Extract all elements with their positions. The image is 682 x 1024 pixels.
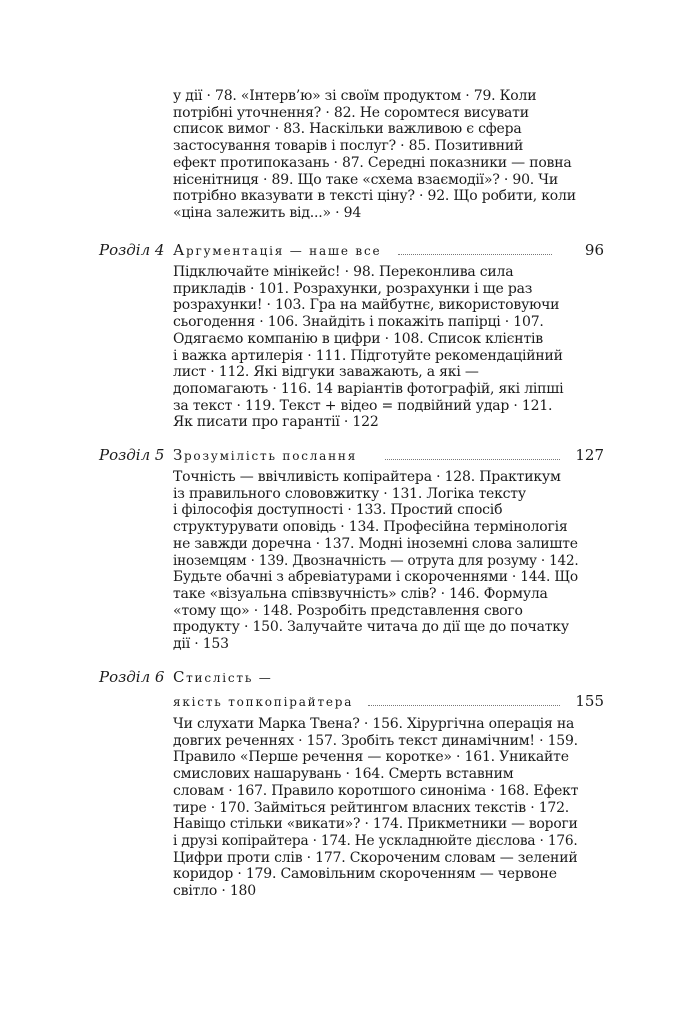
chapter-title-rest: тислість — [186, 671, 273, 685]
leader-dots [385, 459, 560, 460]
text-line: із правильного слововжитку · 131. Логіка тексту [173, 485, 526, 502]
text-line: «тому що» · 148. Розробіть представлення свого [173, 602, 523, 619]
text-line: ефект протипоказань · 87. Середні показники — повна [173, 154, 572, 171]
text-line: прикладів · 101. Розрахунки, розрахунки і ще раз [173, 280, 533, 297]
text-line: смислових нашарувань · 164. Смерть вставним [173, 766, 514, 783]
text-line: довгих реченнях · 157. Зробіть текст динамічним! · 159. [173, 732, 578, 749]
text-line: розрахунки! · 103. Гра на майбутнє, використовуючи [173, 297, 560, 314]
text-line: продукту · 150. Залучайте читача до дії ще до початку [173, 619, 569, 636]
chapter-title-initial: А [173, 241, 186, 259]
chapter-page-number: 155 [575, 692, 604, 710]
text-line: світло · 180 [173, 883, 256, 900]
text-line: структурувати оповідь · 134. Професійна термінологія [173, 519, 568, 536]
text-line: застосування товарів і послуг? · 85. Позитивний [173, 138, 524, 155]
text-line: лист · 112. Які відгуки заважають, а які — [173, 364, 479, 381]
text-line: Підключайте мінікейс! · 98. Переконлива сила [173, 264, 514, 280]
chapter-page-number: 127 [575, 446, 604, 464]
text-line: тире · 170. Займіться рейтингом власних текстів · 172. [173, 799, 570, 816]
chapter-title-initial: С [173, 668, 187, 686]
chapter-page-number: 96 [584, 241, 604, 259]
chapter-contents [173, 716, 578, 900]
chapter-title-rest: розумілість послання [183, 449, 358, 463]
text-line: Точність — ввічливість копірайтера · 128. Практикум [173, 469, 561, 485]
leader-dots [368, 705, 560, 706]
text-line: Чи слухати Марка Твена? · 156. Хірургічна операція на [173, 716, 575, 732]
text-line: і важка артилерія · 111. Підготуйте рекомендаційний [173, 347, 563, 364]
chapter-label: Розділ 5 [99, 446, 165, 464]
text-line: словам · 167. Правило коротшого синоніма · 168. Ефект [173, 782, 579, 799]
chapter-contents [173, 264, 578, 431]
text-line: Одягаємо компанію в цифри · 108. Список клієнтів [173, 330, 543, 347]
text-line: нісенітниця · 89. Що таке «схема взаємодії»? · 90. Чи [173, 171, 559, 188]
text-line: допомагають · 116. 14 варіантів фотографій, які ліпші [173, 380, 564, 397]
leader-dots [398, 254, 552, 255]
text-line: Як писати про гарантії · 122 [173, 414, 379, 431]
chapter-title[interactable] [173, 668, 273, 686]
chapter-title[interactable] [173, 446, 357, 464]
text-line: і філософія доступності · 133. Простий спосіб [173, 502, 503, 519]
text-line: коридор · 179. Самовільним скороченням — червоне [173, 866, 557, 883]
text-line: Навіщо стільки «викати»? · 174. Прикметники — вороги [173, 816, 578, 833]
text-line: Правило «Перше речення — коротке» · 161. Уникайте [173, 749, 569, 766]
text-line: Будьте обачні з абревіатурами і скороченнями · 144. Що [173, 569, 578, 586]
chapter-title-continuation[interactable] [173, 692, 353, 710]
text-line: дії · 153 [173, 636, 229, 653]
text-line: за текст · 119. Текст + відео = подвійний удар · 121. [173, 397, 553, 414]
text-line: у дії · 78. «Інтерв’ю» зі своїм продуктом · 79. Коли [173, 88, 537, 104]
chapter-title-line2: якість топкопірайтера [173, 695, 354, 709]
chapter-label: Розділ 4 [99, 241, 165, 259]
chapter-title-rest: ргументація — наше все [185, 244, 382, 258]
text-line: потрібно вказувати в тексті ціну? · 92. Що робити, коли [173, 188, 576, 205]
chapter-contents [173, 469, 578, 653]
text-line: Цифри проти слів · 177. Скороченим словам — зелений [173, 849, 578, 866]
text-line: потрібні уточнення? · 82. Не соромтеся висувати [173, 104, 529, 121]
text-line: «ціна залежить від...» · 94 [173, 204, 362, 221]
text-line: іноземцям · 139. Двозначність — отрута для розуму · 142. [173, 552, 579, 569]
text-line: не завжди доречна · 137. Модні іноземні слова залиште [173, 535, 578, 552]
intro-paragraph [173, 88, 578, 222]
chapter-title-initial: З [173, 446, 184, 464]
text-line: сьогодення · 106. Знайдіть і покажіть папірці · 107. [173, 314, 544, 331]
chapter-label: Розділ 6 [99, 668, 165, 686]
text-line: таке «візуальна співзвучність» слів? · 146. Формула [173, 585, 548, 602]
chapter-title[interactable] [173, 241, 381, 259]
text-line: список вимог · 83. Наскільки важливою є сфера [173, 121, 522, 138]
text-line: і друзі копірайтера · 174. Не ускладнюйте дієслова · 176. [173, 832, 578, 849]
